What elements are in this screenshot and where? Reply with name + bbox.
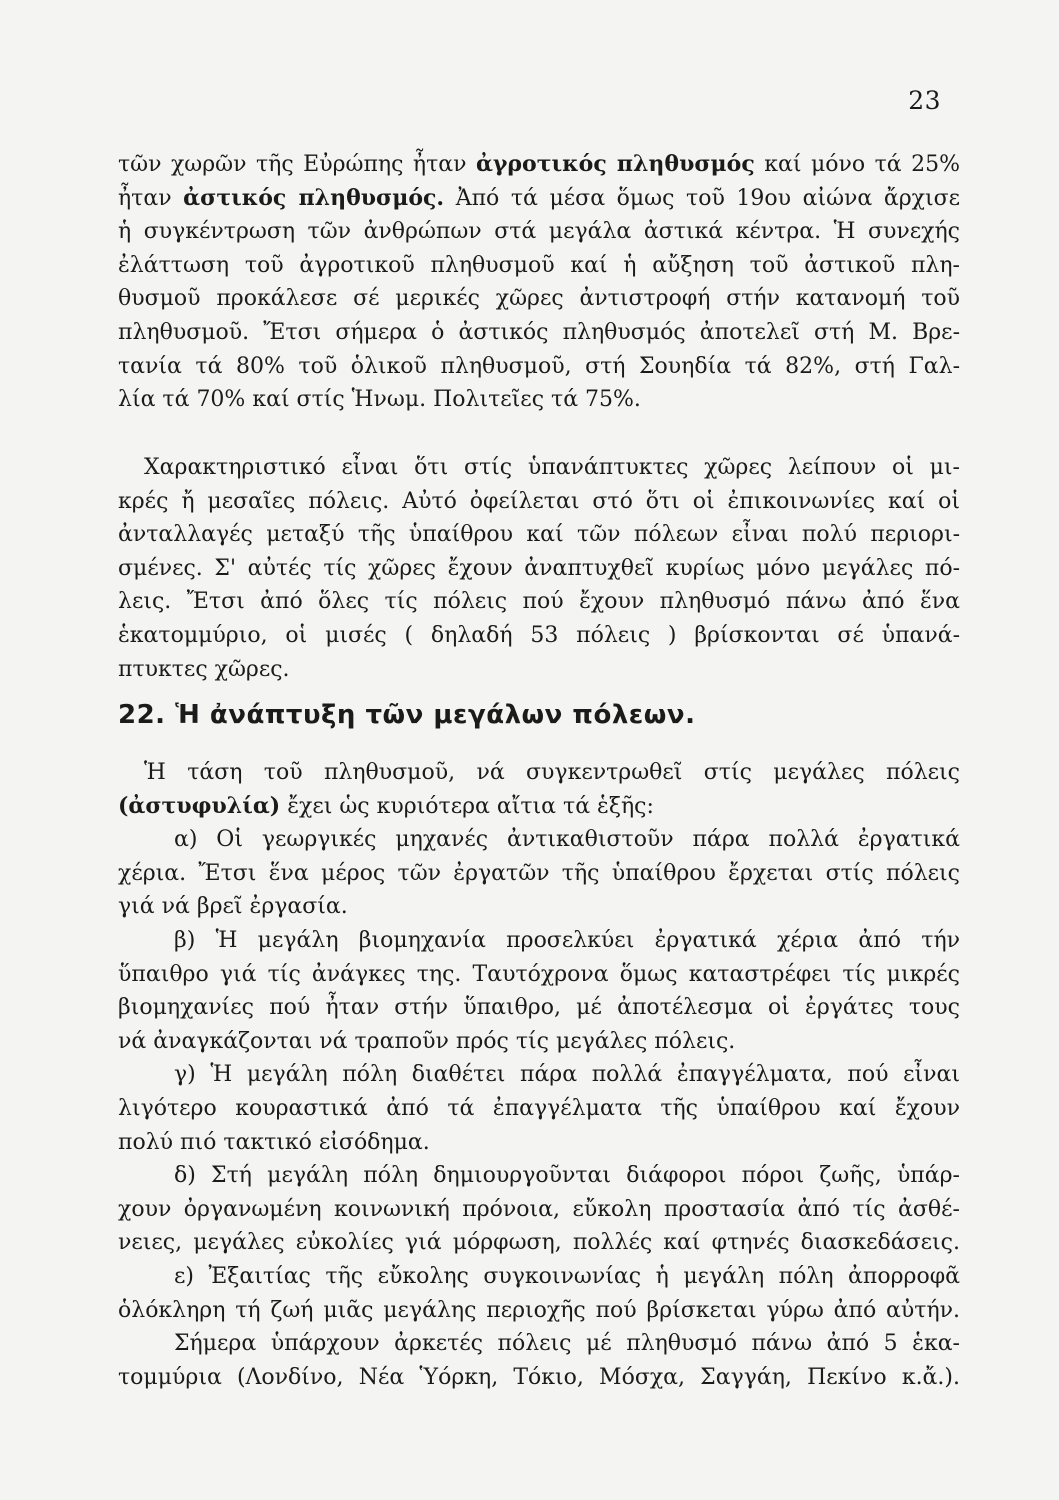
text-line: κρές ἤ μεσαῖες πόλεις. Αὐτό ὀφείλεται στό ὅτι οἱ ἐπικοινωνίες καί οἱ xyxy=(118,488,960,514)
term-rural-population: ἀγροτικός πληθυσμός xyxy=(475,151,755,177)
text-line: γιά νά βρεῖ ἐργασία. xyxy=(118,894,348,920)
list-item-e: ε) Ἐξαιτίας τῆς εὔκολης συγκοινωνίας ἡ μεγάλη πόλη ἀπορροφᾶ xyxy=(174,1263,960,1289)
text-line: τῶν χωρῶν τῆς Εὐρώπης ἦταν ἀγροτικός πληθυσμός καί μόνο τά 25% xyxy=(118,151,960,177)
text-line: σμένες. Σ' αὐτές τίς χῶρες ἔχουν ἀναπτυχθεῖ κυρίως μόνο μεγάλες πό- xyxy=(118,555,960,581)
text-line: χουν ὀργανωμένη κοινωνική πρόνοια, εὔκολη προστασία ἀπό τίς ἀσθέ- xyxy=(118,1196,960,1222)
section-heading: 22. Ἡ ἀνάπτυξη τῶν μεγάλων πόλεων. xyxy=(118,700,696,730)
text-line: νειες, μεγάλες εὐκολίες γιά μόρφωση, πολλές καί φτηνές διασκεδάσεις. xyxy=(118,1230,960,1256)
paragraph-underdeveloped-countries xyxy=(118,451,960,686)
text-line: (ἀστυφυλία) ἔχει ὡς κυριότερα αἴτια τά ἑξῆς: xyxy=(118,792,654,819)
paragraph-urbanization-causes xyxy=(118,756,960,1394)
list-item-d: δ) Στή μεγάλη πόλη δημιουργοῦνται διάφοροι πόροι ζωῆς, ὑπάρ- xyxy=(174,1163,960,1189)
text-line: ὁλόκληρη τή ζωή μιᾶς μεγάλης περιοχῆς πού βρίσκεται γύρω ἀπό αὐτήν. xyxy=(118,1297,960,1323)
text-line: λιγότερο κουραστικά ἀπό τά ἐπαγγέλματα τῆς ὑπαίθρου καί ἔχουν xyxy=(118,1095,960,1121)
text-line: Ἡ τάση τοῦ πληθυσμοῦ, νά συγκεντρωθεῖ στίς μεγάλες πόλεις xyxy=(144,760,960,785)
text-line: ἐλάττωση τοῦ ἀγροτικοῦ πληθυσμοῦ καί ἡ αὔξηση τοῦ ἀστικοῦ πλη- xyxy=(118,252,960,278)
text-line: πληθυσμοῦ. Ἔτσι σήμερα ὁ ἀστικός πληθυσμός ἀποτελεῖ στή Μ. Βρε- xyxy=(118,319,960,345)
term-astyfylia: (ἀστυφυλία) xyxy=(118,792,281,819)
text-line: ὕπαιθρο γιά τίς ἀνάγκες της. Ταυτόχρονα ὅμως καταστρέφει τίς μικρές xyxy=(118,961,960,987)
text-line: νά ἀναγκάζονται νά τραποῦν πρός τίς μεγάλες πόλεις. xyxy=(118,1028,736,1054)
text-line: χέρια. Ἔτσι ἕνα μέρος τῶν ἐργατῶν τῆς ὑπαίθρου ἔρχεται στίς πόλεις xyxy=(118,860,960,886)
text-line: λεις. Ἔτσι ἀπό ὅλες τίς πόλεις πού ἔχουν πληθυσμό πάνω ἀπό ἕνα xyxy=(118,589,960,615)
text-line: ἦταν ἀστικός πληθυσμός. Ἀπό τά μέσα ὅμως τοῦ 19ου αἰώνα ἄρχισε xyxy=(118,184,960,211)
text-line: Χαρακτηριστικό εἶναι ὅτι στίς ὑπανάπτυκτες χῶρες λείπουν οἱ μι- xyxy=(144,455,960,480)
text-line: πτυκτες χῶρες. xyxy=(118,656,290,682)
list-item-c: γ) Ἡ μεγάλη πόλη διαθέτει πάρα πολλά ἐπαγγέλματα, πού εἶναι xyxy=(174,1062,960,1088)
text-line: τανία τά 80% τοῦ ὁλικοῦ πληθυσμοῦ, στή Σουηδία τά 82%, στή Γαλ- xyxy=(118,353,960,379)
list-item-b: β) Ἡ μεγάλη βιομηχανία προσελκύει ἐργατικά χέρια ἀπό τήν xyxy=(174,927,960,953)
text-line: βιομηχανίες πού ἦταν στήν ὕπαιθρο, μέ ἀποτέλεσμα οἱ ἐργάτες τους xyxy=(118,995,960,1021)
text-line: ἑκατομμύριο, οἱ μισές ( δηλαδή 53 πόλεις ) βρίσκονται σέ ὑπανά- xyxy=(118,622,960,648)
text-line: θυσμοῦ προκάλεσε σέ μερικές χῶρες ἀντιστροφή στήν κατανομή τοῦ xyxy=(118,286,960,312)
list-item-a: α) Οἱ γεωργικές μηχανές ἀντικαθιστοῦν πάρα πολλά ἐργατικά xyxy=(174,827,960,853)
text-line: ἀνταλλαγές μεταξύ τῆς ὑπαίθρου καί τῶν πόλεων εἶναι πολύ περιορι- xyxy=(118,522,960,548)
closing-paragraph: Σήμερα ὑπάρχουν ἀρκετές πόλεις μέ πληθυσμό πάνω ἀπό 5 ἑκα- xyxy=(174,1331,960,1357)
text-line: ἡ συγκέντρωση τῶν ἀνθρώπων στά μεγάλα ἀστικά κέντρα. Ἡ συνεχής xyxy=(118,219,960,245)
text-line: πολύ πιό τακτικό εἰσόδημα. xyxy=(118,1129,430,1155)
page-number: 23 xyxy=(908,86,941,115)
paragraph-urban-population xyxy=(118,148,960,417)
text-line: τομμύρια (Λονδίνο, Νέα Ὑόρκη, Τόκιο, Μόσχα, Σαγγάη, Πεκίνο κ.ἄ.). xyxy=(118,1364,960,1390)
text-line: λία τά 70% καί στίς Ἡνωμ. Πολιτεῖες τά 75%. xyxy=(118,387,641,413)
term-urban-population: ἀστικός πληθυσμός. xyxy=(183,184,445,211)
